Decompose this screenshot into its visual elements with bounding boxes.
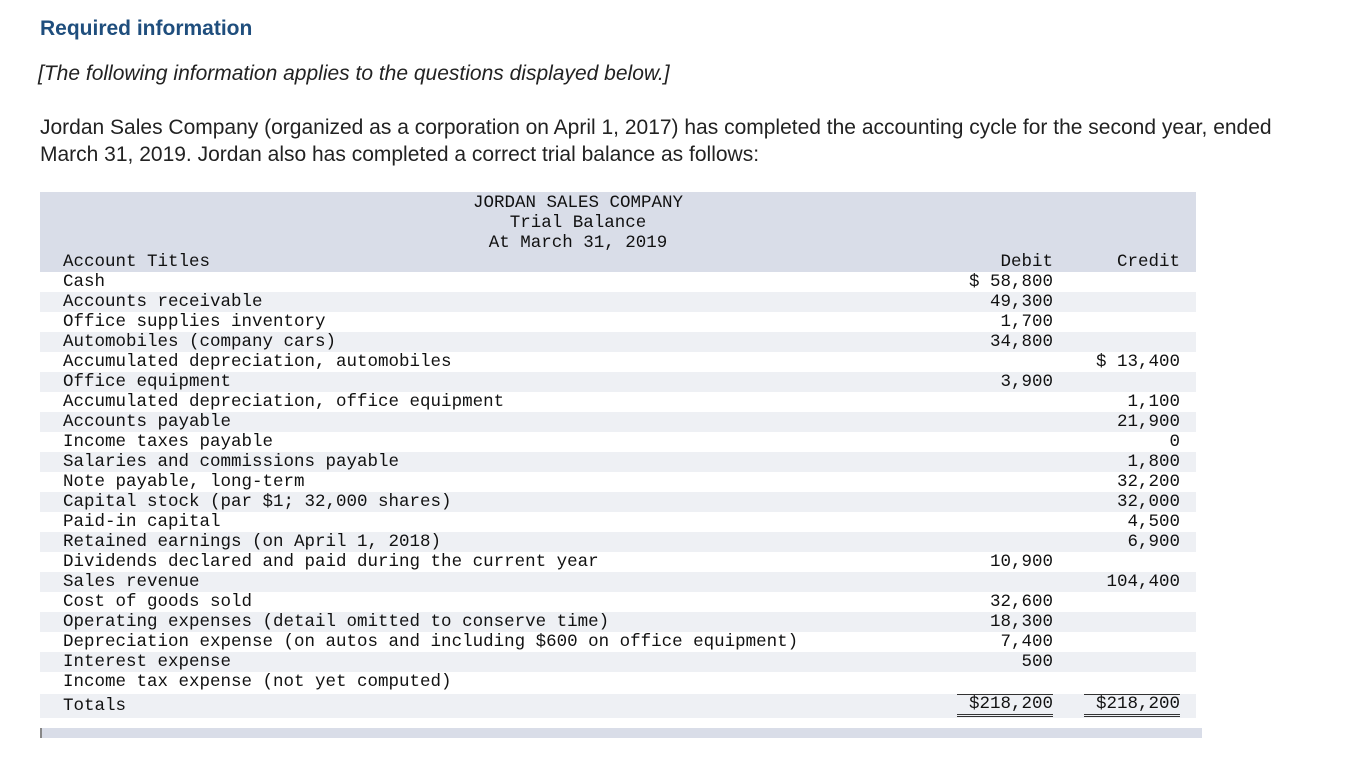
row-account: Capital stock (par $1; 32,000 shares) [63, 492, 452, 512]
row-debit: 32,600 [989, 592, 1053, 612]
totals-label: Totals [63, 696, 127, 716]
table-row [40, 592, 1196, 612]
row-credit: 0 [1169, 432, 1180, 452]
scroll-region-bottom [40, 728, 1202, 738]
trial-balance-title-block [40, 193, 1196, 253]
totals-row [40, 694, 1196, 718]
table-row [40, 392, 1196, 412]
table-row [40, 272, 1196, 292]
row-credit: 1,800 [1127, 452, 1180, 472]
row-debit: 18,300 [989, 612, 1053, 632]
table-row [40, 312, 1196, 332]
row-account: Operating expenses (detail omitted to conserve time) [63, 612, 610, 632]
column-header-debit: Debit [1000, 252, 1053, 272]
statement-date: At March 31, 2019 [488, 233, 668, 253]
table-row [40, 612, 1196, 632]
row-account: Retained earnings (on April 1, 2018) [63, 532, 442, 552]
table-row [40, 352, 1196, 372]
row-credit: 32,000 [1116, 492, 1180, 512]
row-account: Accumulated depreciation, automobiles [63, 352, 452, 372]
row-account: Cost of goods sold [63, 592, 253, 612]
row-account: Interest expense [63, 652, 232, 672]
row-debit: 3,900 [1000, 372, 1053, 392]
row-debit: 500 [1021, 652, 1053, 672]
row-account: Income taxes payable [63, 432, 274, 452]
trial-balance-rows [40, 272, 1196, 692]
table-row [40, 372, 1196, 392]
table-row [40, 512, 1196, 532]
row-account: Salaries and commissions payable [63, 452, 400, 472]
table-row [40, 432, 1196, 452]
row-account: Dividends declared and paid during the current year [63, 552, 599, 572]
column-header-credit: Credit [1116, 252, 1180, 272]
table-row [40, 652, 1196, 672]
row-credit: 4,500 [1127, 512, 1180, 532]
row-credit: $ 13,400 [1095, 352, 1180, 372]
row-credit: 32,200 [1116, 472, 1180, 492]
problem-intro: Jordan Sales Company (organized as a corporation on April 1, 2017) has completed the accounting cycle for the second year, ended March 31, 2019. Jordan also has completed a correct trial balance as follows: [40, 116, 1272, 166]
table-row [40, 292, 1196, 312]
totals-credit: $218,200 [1084, 694, 1180, 717]
row-credit: 1,100 [1127, 392, 1180, 412]
table-row [40, 472, 1196, 492]
row-debit: 10,900 [989, 552, 1053, 572]
info-note: [The following information applies to the questions displayed below.] [38, 62, 670, 85]
row-account: Depreciation expense (on autos and including $600 on office equipment) [63, 632, 799, 652]
row-account: Office equipment [63, 372, 232, 392]
trial-balance-header [40, 192, 1196, 272]
totals-debit: $218,200 [957, 694, 1053, 717]
table-row [40, 632, 1196, 652]
column-headers [40, 252, 1196, 272]
row-debit: 7,400 [1000, 632, 1053, 652]
row-account: Office supplies inventory [63, 312, 326, 332]
row-credit: 21,900 [1116, 412, 1180, 432]
row-account: Paid-in capital [63, 512, 221, 532]
company-name: JORDAN SALES COMPANY [472, 193, 684, 213]
table-row [40, 552, 1196, 572]
required-information-heading: Required information [40, 17, 253, 40]
column-header-account: Account Titles [63, 252, 211, 272]
row-credit: 104,400 [1106, 572, 1180, 592]
trial-balance-table [40, 192, 1196, 718]
row-account: Automobiles (company cars) [63, 332, 337, 352]
table-row [40, 452, 1196, 472]
table-row [40, 492, 1196, 512]
row-debit: $ 58,800 [968, 272, 1053, 292]
statement-title: Trial Balance [509, 213, 647, 233]
row-debit: 34,800 [989, 332, 1053, 352]
row-debit: 1,700 [1000, 312, 1053, 332]
table-row [40, 572, 1196, 592]
table-row [40, 412, 1196, 432]
row-account: Income tax expense (not yet computed) [63, 672, 452, 692]
table-row [40, 672, 1196, 692]
row-account: Note payable, long-term [63, 472, 305, 492]
row-account: Accounts receivable [63, 292, 263, 312]
row-account: Sales revenue [63, 572, 200, 592]
row-account: Accounts payable [63, 412, 232, 432]
row-debit: 49,300 [989, 292, 1053, 312]
table-row [40, 332, 1196, 352]
row-account: Accumulated depreciation, office equipment [63, 392, 505, 412]
row-account: Cash [63, 272, 106, 292]
table-row [40, 532, 1196, 552]
row-credit: 6,900 [1127, 532, 1180, 552]
